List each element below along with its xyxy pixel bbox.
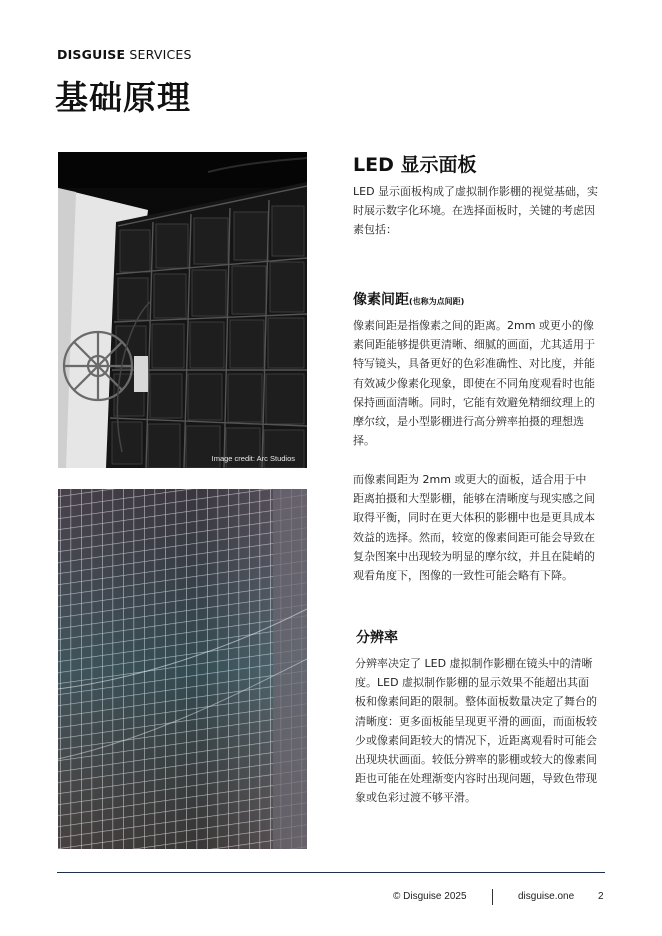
brand-bold: DISGUISE: [57, 47, 126, 62]
led-rig-illustration: [58, 152, 307, 468]
page-number: 2: [598, 891, 604, 902]
led-panel-intro: LED 显示面板构成了虚拟制作影棚的视觉基础，实时展示数字化环境。在选择面板时，关键的考虑因素包括：: [353, 185, 599, 237]
led-rig-photo: [58, 152, 307, 468]
footer-divider: [57, 872, 605, 873]
resolution-paragraph: 分辨率决定了 LED 虚拟制作影棚在镜头中的清晰度。LED 虚拟制作影棚的显示效果不能超出其面板和像素间距的限制。整体面板数量决定了舞台的清晰度：更多面板能呈现更平滑的画面，而面板较少或像素间距较大的情况下，近距离观看时可能会出现块状画面。较低分辨率的影棚或较大的像素间距也可能在处理渐变内容时出现问题，导致色带现象或色彩过渡不够平滑。: [355, 657, 597, 805]
pixel-pitch-title: 像素间距: [353, 292, 409, 308]
pixel-pitch-heading: [353, 289, 464, 309]
pixel-pitch-paragraph-1: 像素间距是指像素之间的距离。2mm 或更小的像素间距能够提供更清晰、细腻的画面，尤其适用于特写镜头，具备更好的色彩准确性、对比度，并能有效减少像素化现象，即使在不同角度观看时也能保持画面清晰。同时，它能有效避免精细纹理上的摩尔纹，是小型影棚进行高分辨率拍摄的理想选择。: [353, 319, 595, 448]
pixel-pitch-paragraph-2: 而像素间距为 2mm 或更大的面板，适合用于中距离拍摄和大型影棚，能够在清晰度与现实感之间取得平衡，同时在更大体积的影棚中也是更具成本效益的选择。然而，较宽的像素间距可能会导致在复杂图案中出现较为明显的摩尔纹，并且在陡峭的观看角度下，图像的一致性可能会略有下降。: [353, 473, 595, 583]
page-title: 基础原理: [55, 78, 191, 117]
pixel-pitch-note: (也称为点间距): [409, 297, 465, 306]
pixel-grid-illustration: [58, 489, 307, 849]
footer-copyright: © Disguise 2025: [393, 891, 467, 902]
led-pixel-grid-photo: [58, 489, 307, 849]
resolution-heading: 分辨率: [356, 630, 398, 646]
brand-rest: SERVICES: [125, 47, 192, 62]
footer-site-link[interactable]: disguise.one: [518, 891, 575, 902]
brand-label: [57, 47, 192, 62]
footer-separator: [492, 889, 493, 905]
led-panel-heading: LED 显示面板: [353, 154, 477, 176]
image-credit: Image credit: Arc Studios: [211, 454, 295, 463]
